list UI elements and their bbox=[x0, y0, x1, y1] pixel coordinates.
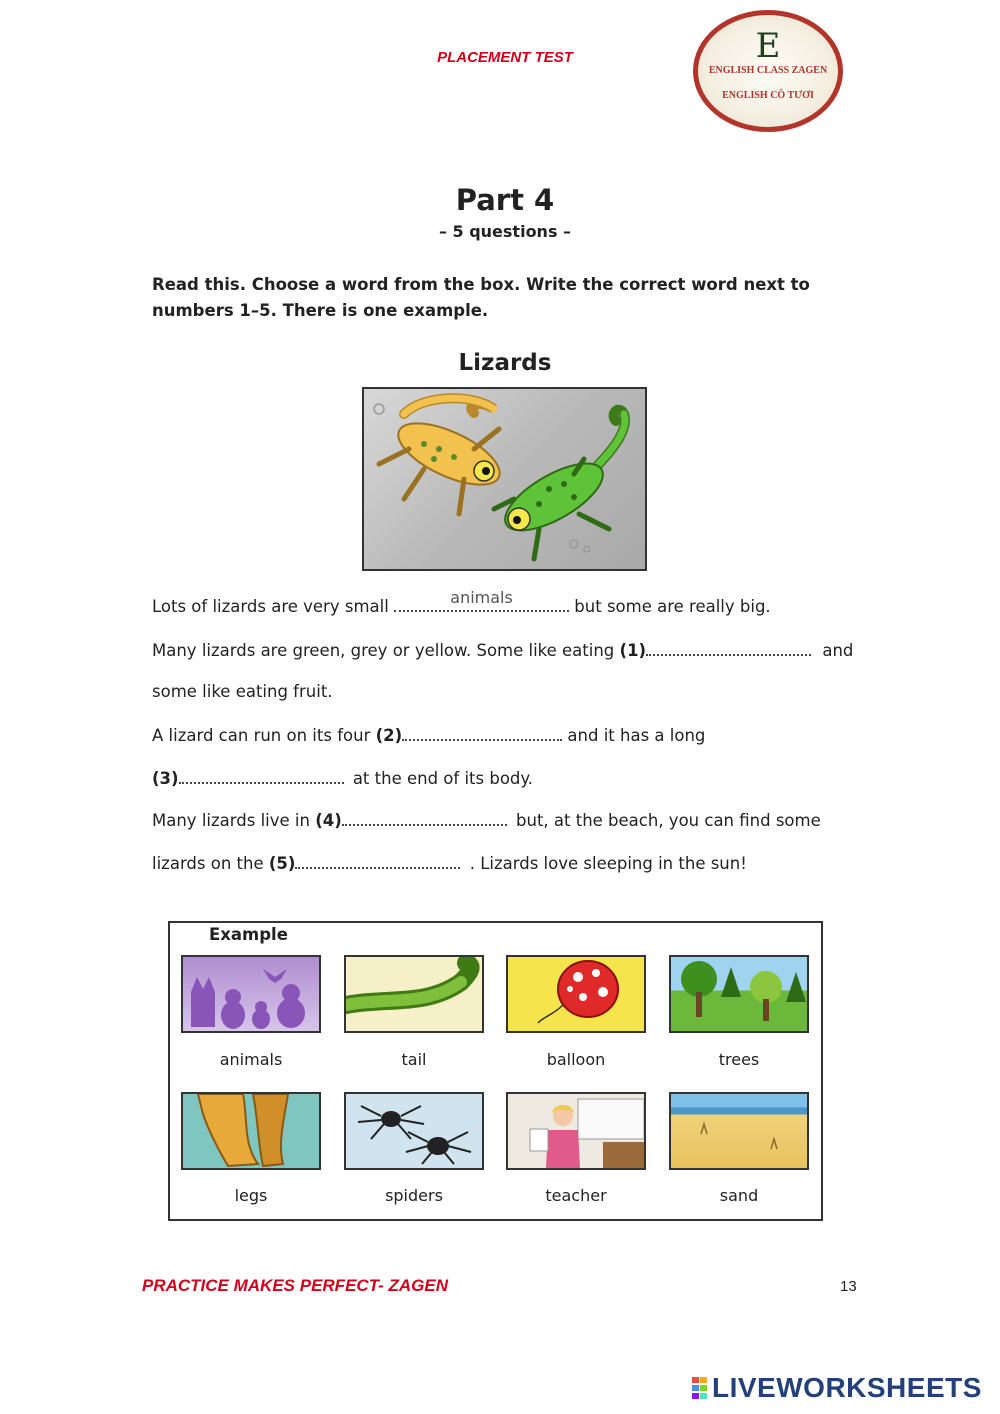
story-text: and bbox=[817, 641, 854, 660]
animals-silhouettes bbox=[183, 957, 319, 1031]
word-spiders: spiders bbox=[385, 1186, 443, 1205]
balloon-drawing bbox=[508, 957, 644, 1031]
tail-drawing bbox=[346, 957, 482, 1031]
word-teacher: teacher bbox=[545, 1186, 607, 1205]
question-number: (3) bbox=[152, 769, 179, 788]
part-title: Part 4 bbox=[455, 183, 555, 217]
story-text: at the end of its body. bbox=[347, 769, 534, 788]
liveworksheets-icon bbox=[692, 1377, 708, 1399]
example-answer: animals bbox=[450, 588, 513, 607]
story-line-4 bbox=[152, 721, 705, 749]
story-line-6 bbox=[152, 806, 821, 834]
sand-drawing bbox=[671, 1094, 807, 1168]
example-blank bbox=[394, 588, 569, 612]
liveworksheets-brand[interactable] bbox=[692, 1372, 982, 1404]
answer-blank-1[interactable] bbox=[646, 636, 811, 656]
logo-line-2: ENGLISH CÔ TƯƠI bbox=[722, 90, 814, 101]
story-text: and it has a long bbox=[562, 726, 706, 745]
story-line-3 bbox=[152, 678, 333, 706]
page-number: 13 bbox=[840, 1278, 857, 1295]
word-tail: tail bbox=[401, 1050, 427, 1069]
word-legs: legs bbox=[234, 1186, 268, 1205]
logo-line-1: ENGLISH CLASS ZAGEN bbox=[708, 65, 828, 76]
answer-blank-4[interactable] bbox=[342, 806, 507, 826]
footer-slogan: PRACTICE MAKES PERFECT- ZAGEN bbox=[142, 1276, 449, 1295]
story-text: some like eating fruit. bbox=[152, 682, 333, 701]
story-text: . Lizards love sleeping in the sun! bbox=[464, 854, 747, 873]
spiders-picture bbox=[344, 1092, 484, 1170]
school-logo bbox=[693, 10, 843, 132]
story-line-1 bbox=[152, 588, 771, 620]
teacher-drawing bbox=[508, 1094, 644, 1168]
placement-test-title: PLACEMENT TEST bbox=[437, 49, 573, 66]
word-balloon: balloon bbox=[546, 1050, 606, 1069]
word-sand: sand bbox=[719, 1186, 759, 1205]
story-title: Lizards bbox=[458, 350, 552, 376]
trees-drawing bbox=[671, 957, 807, 1031]
question-number: (2) bbox=[375, 726, 403, 745]
legs-drawing bbox=[183, 1094, 319, 1168]
story-text: Many lizards live in bbox=[152, 811, 316, 830]
part-subtitle: – 5 questions – bbox=[438, 222, 572, 241]
answer-blank-2[interactable] bbox=[402, 721, 562, 741]
spiders-drawing bbox=[346, 1094, 482, 1168]
teacher-picture bbox=[506, 1092, 646, 1170]
sand-picture bbox=[669, 1092, 809, 1170]
story-line-5 bbox=[152, 764, 533, 792]
answer-blank-5[interactable] bbox=[295, 849, 460, 869]
story-line-2 bbox=[152, 636, 853, 664]
liveworksheets-text: LIVEWORKSHEETS bbox=[712, 1372, 982, 1403]
answer-blank-3[interactable] bbox=[179, 764, 344, 784]
question-number: (4) bbox=[315, 811, 342, 830]
word-animals: animals bbox=[219, 1050, 283, 1069]
animals-picture bbox=[181, 955, 321, 1033]
story-text: Lots of lizards are very small bbox=[152, 597, 395, 616]
example-label: Example bbox=[209, 925, 288, 944]
trees-picture bbox=[669, 955, 809, 1033]
instructions: Read this. Choose a word from the box. Write the correct word next to numbers 1–5. There is one example. bbox=[152, 275, 810, 320]
question-number: (1) bbox=[619, 641, 647, 660]
story-text: but, at the beach, you can find some bbox=[510, 811, 821, 830]
story-text: Many lizards are green, grey or yellow. Some like eating bbox=[152, 641, 620, 660]
legs-picture bbox=[181, 1092, 321, 1170]
balloon-picture bbox=[506, 955, 646, 1033]
question-number: (5) bbox=[268, 854, 296, 873]
logo-letter: E bbox=[755, 26, 781, 66]
story-text: lizards on the bbox=[152, 854, 269, 873]
lizards-drawing bbox=[364, 389, 645, 569]
story-text: but some are really big. bbox=[574, 597, 771, 616]
word-trees: trees bbox=[718, 1050, 760, 1069]
story-line-7 bbox=[152, 849, 747, 877]
tail-picture bbox=[344, 955, 484, 1033]
lizards-illustration bbox=[362, 387, 647, 571]
story-text: A lizard can run on its four bbox=[152, 726, 376, 745]
